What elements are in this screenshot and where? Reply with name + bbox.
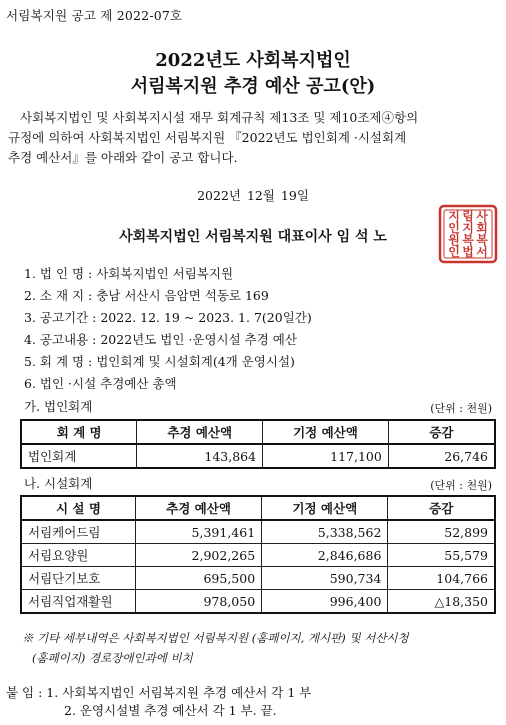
table-cell: 104,766 <box>388 567 495 590</box>
table-cell: 978,050 <box>135 590 261 614</box>
table-cell: 695,500 <box>135 567 261 590</box>
section-a-unit: (단위 : 천원) <box>430 402 492 415</box>
table-header: 증감 <box>388 496 495 520</box>
page-title-line1: 2022년도 사회복지법인 <box>155 50 351 71</box>
seal-glyph: 원 <box>448 233 460 247</box>
table-cell: 2,846,686 <box>262 544 388 567</box>
table-header: 기정 예산액 <box>262 496 388 520</box>
notice-items <box>24 264 494 396</box>
footnote-line: ※ 기타 세부내역은 사회복지법인 서림복지원 (홈페이지, 게시판) 및 서산시청 <box>22 631 409 645</box>
attachments <box>6 684 311 720</box>
table-row <box>21 567 495 590</box>
footnote <box>22 628 500 668</box>
table-cell: 2,902,265 <box>135 544 261 567</box>
table-cell: 서림케어드림 <box>21 520 135 544</box>
table-cell: 서림단기보호 <box>21 567 135 590</box>
table-header: 추경 예산액 <box>137 420 263 444</box>
table-cell: 55,579 <box>388 544 495 567</box>
table-cell: 26,746 <box>388 444 495 468</box>
attachment-line: 붙 임 : 1. 사회복지법인 서림복지원 추경 예산서 각 1 부 <box>6 685 312 700</box>
table-header: 추경 예산액 <box>135 496 261 520</box>
list-item: 5. 회 계 명 : 법인회계 및 시설회계(4개 운영시설) <box>24 354 295 369</box>
table-cell: 996,400 <box>262 590 388 614</box>
table-header: 증감 <box>388 420 495 444</box>
table-cell: 서림직업재활원 <box>21 590 135 614</box>
table-cell: 5,338,562 <box>262 520 388 544</box>
table-header: 회 계 명 <box>21 420 137 444</box>
list-item: 6. 법인 ·시설 추경예산 총액 <box>24 376 177 391</box>
representative-signature: 사회복지법인 서림복지원 대표이사 임 석 노 <box>119 229 387 245</box>
section-a-label: 가. 법인회계 <box>24 399 93 414</box>
table-cell: 서림요양원 <box>21 544 135 567</box>
seal-glyph: 인 <box>448 221 460 235</box>
seal-glyph: 복 <box>462 233 474 247</box>
table-cell: 143,864 <box>137 444 263 468</box>
list-item: 3. 공고기간 : 2022. 12. 19 ~ 2023. 1. 7(20일간) <box>24 310 312 325</box>
section-b-unit: (단위 : 천원) <box>430 479 492 492</box>
table-cell: 117,100 <box>263 444 389 468</box>
intro-line: 규정에 의하여 사회복지법인 서림복지원 『2022년도 법인회계 ·시설회계 <box>8 130 407 145</box>
table-cell: 5,391,461 <box>135 520 261 544</box>
page-title-line2: 서림복지원 추경 예산 공고(안) <box>130 76 376 97</box>
table-row <box>21 590 495 614</box>
section-b-label: 나. 시설회계 <box>24 476 93 491</box>
intro-line: 추경 예산서』를 아래와 같이 공고 합니다. <box>8 150 238 165</box>
table-cell: 590,734 <box>262 567 388 590</box>
corporate-accounting-table <box>20 419 496 469</box>
table-cell: △18,350 <box>388 590 495 614</box>
seal-glyph: 지 <box>448 209 460 223</box>
seal-glyph: 사 <box>476 209 488 223</box>
seal-glyph: 림 <box>462 209 474 223</box>
table-row <box>21 520 495 544</box>
attachment-line: 2. 운영시설별 추경 예산서 각 1 부. 끝. <box>64 703 277 718</box>
table-header: 시 설 명 <box>21 496 135 520</box>
seal-glyph: 서 <box>476 245 488 259</box>
seal-glyph: 인 <box>448 245 460 259</box>
facility-accounting-table <box>20 495 496 614</box>
table-cell: 법인회계 <box>21 444 137 468</box>
footnote-line: (홈페이지) 경로장애인과에 비치 <box>32 651 193 665</box>
list-item: 2. 소 재 지 : 충남 서산시 음암면 석동로 169 <box>24 288 269 303</box>
intro-paragraph <box>8 108 500 168</box>
table-row <box>21 444 495 468</box>
notice-number: 서림복지원 공고 제 2022-07호 <box>6 8 183 23</box>
seal-glyph: 법 <box>462 245 474 259</box>
notice-date: 2022년 12월 19일 <box>197 188 309 203</box>
seal-glyph: 지 <box>462 221 474 235</box>
intro-line: 사회복지법인 및 사회복지시설 재무 회계규칙 제13조 및 제10조제④항의 <box>20 110 419 125</box>
seal-glyph: 회 <box>476 221 488 235</box>
table-row <box>21 544 495 567</box>
seal-glyph: 복 <box>476 233 488 247</box>
list-item: 4. 공고내용 : 2022년도 법인 ·운영시설 추경 예산 <box>24 332 297 347</box>
list-item: 1. 법 인 명 : 사회복지법인 서림복지원 <box>24 266 234 281</box>
table-header: 기정 예산액 <box>263 420 389 444</box>
table-cell: 52,899 <box>388 520 495 544</box>
